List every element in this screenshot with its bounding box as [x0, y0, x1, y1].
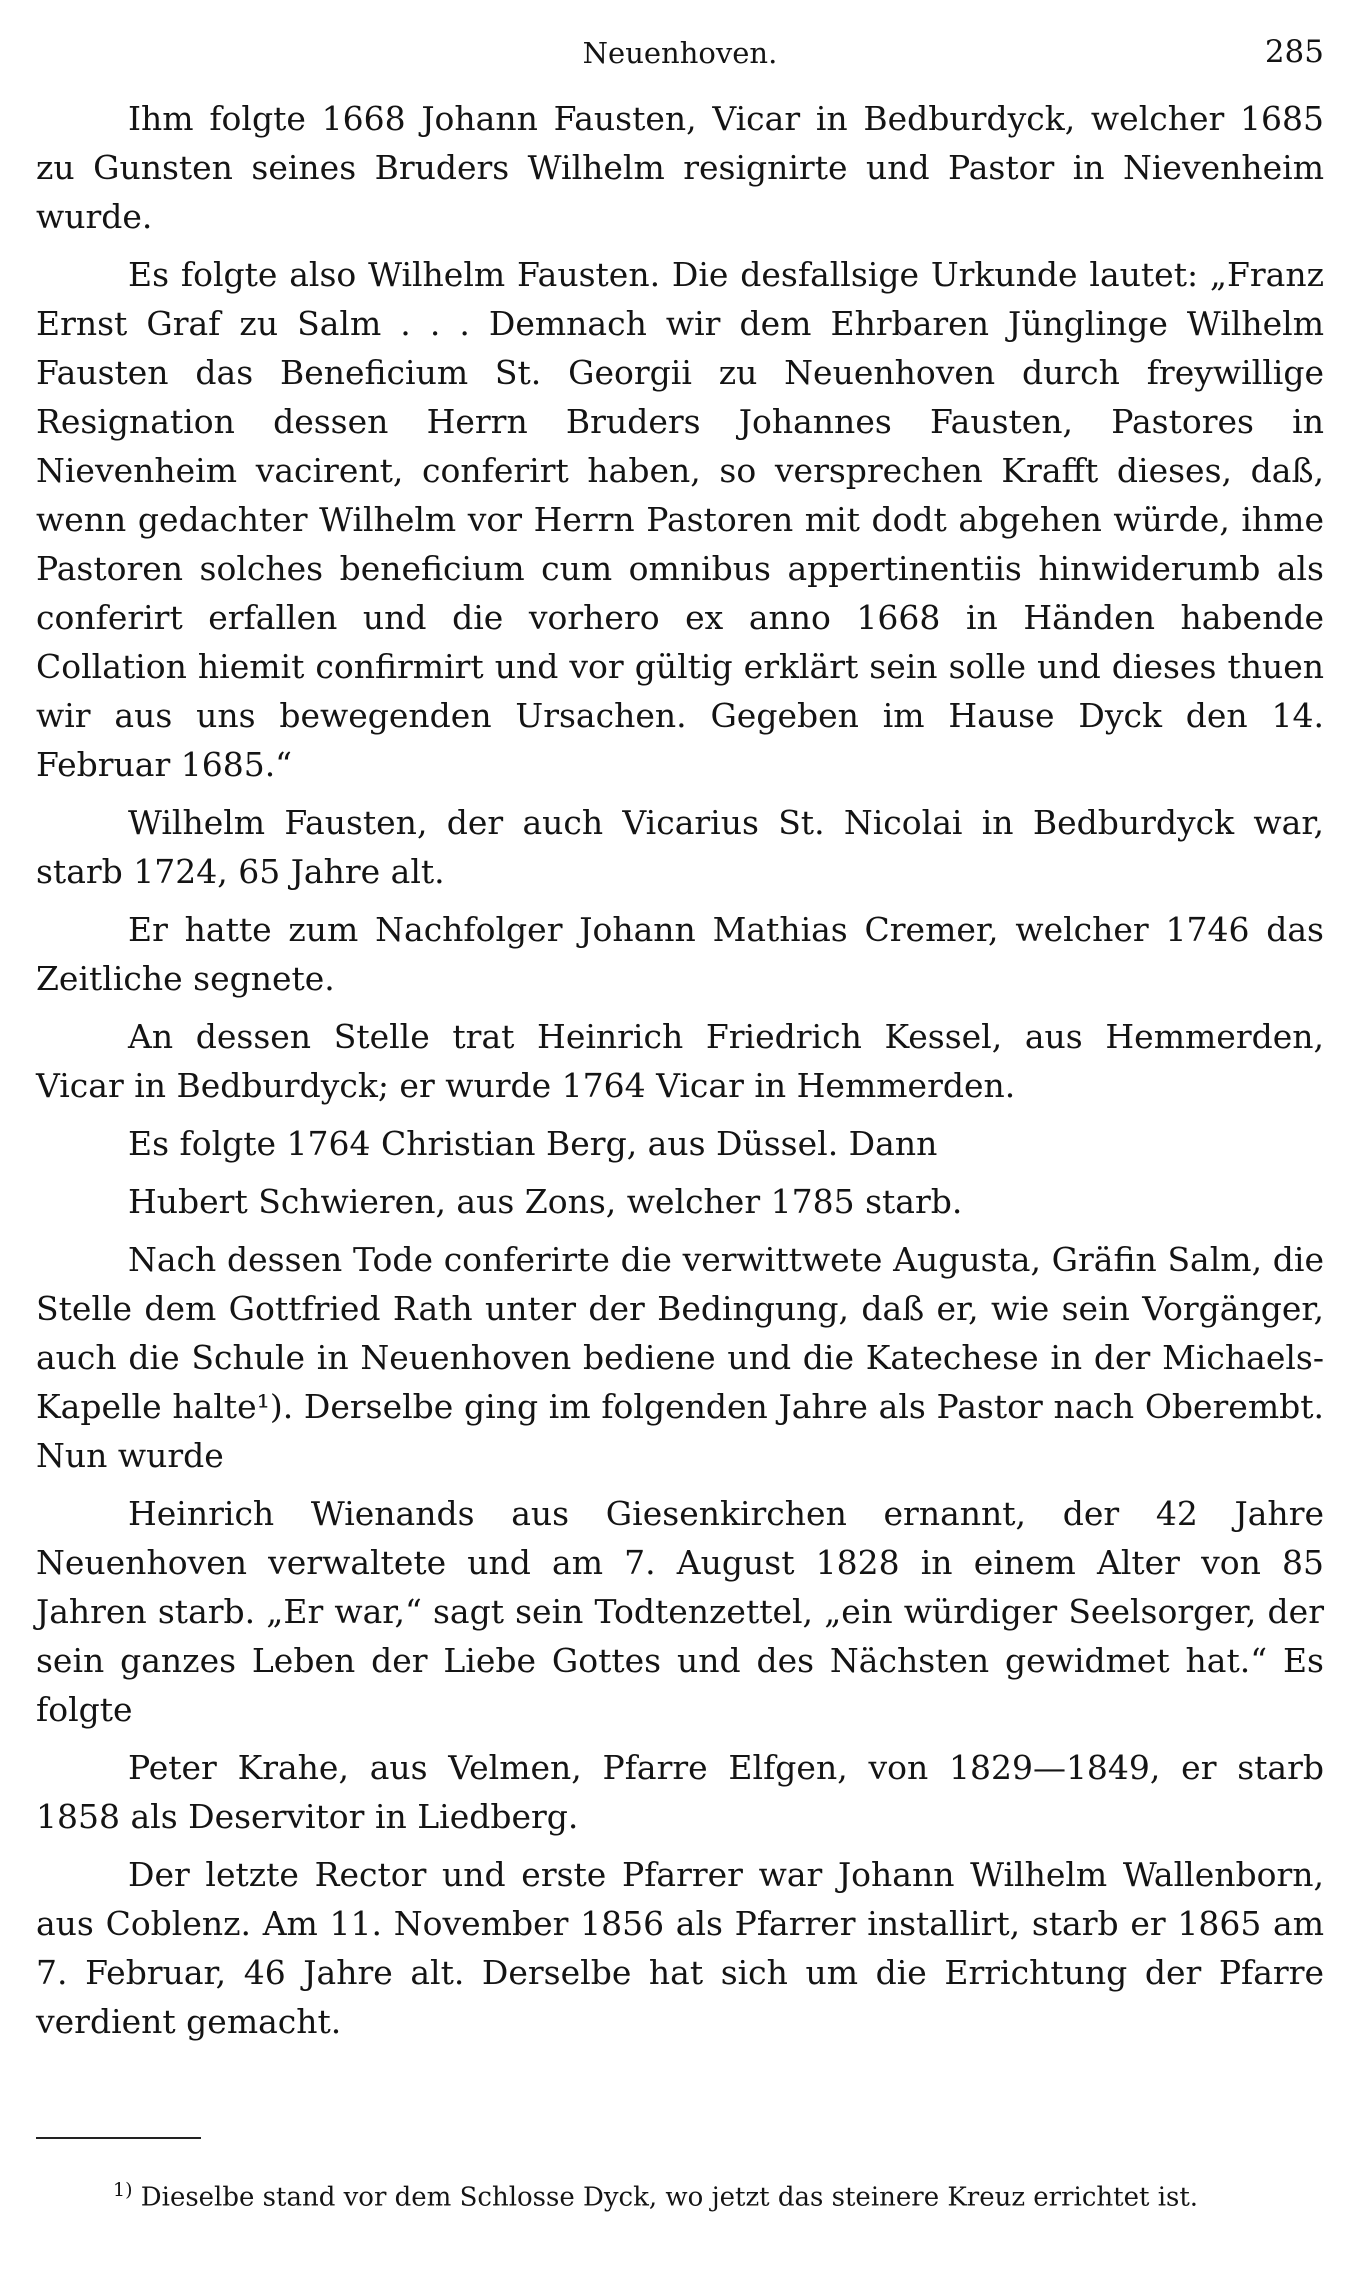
paragraph: Peter Krahe, aus Velmen, Pfarre Elfgen, von 1829—1849, er starb 1858 als Deservitor in Liedberg.: [36, 1748, 1324, 1836]
paragraph: Er hatte zum Nachfolger Johann Mathias Cremer, welcher 1746 das Zeitliche segnete.: [36, 910, 1324, 998]
paragraph: An dessen Stelle trat Heinrich Friedrich Kessel, aus Hemmerden, Vicar in Bedburdyck; er wurde 1764 Vicar in Hemmerden.: [36, 1017, 1324, 1105]
footnote: [113, 2172, 1323, 2216]
paragraph: Es folgte 1764 Christian Berg, aus Düssel. Dann: [128, 1124, 938, 1163]
footnote-marker: 1): [113, 2179, 133, 2201]
footnote-text: Dieselbe stand vor dem Schlosse Dyck, wo jetzt das steinere Kreuz errichtet ist.: [140, 2182, 1199, 2213]
body-text: [36, 94, 1324, 2055]
page-header: [36, 30, 1324, 80]
footnote-divider: [36, 2137, 201, 2139]
paragraph: Wilhelm Fausten, der auch Vicarius St. Nicolai in Bedburdyck war, starb 1724, 65 Jahre alt.: [36, 803, 1324, 891]
paragraph: Nach dessen Tode conferirte die verwittwete Augusta, Gräfin Salm, die Stelle dem Gottfried Rath unter der Bedingung, daß er, wie sein Vorgänger, auch die Schule in Neuenhoven bediene und die Katechese in der Michaels-Kapelle halte¹). Derselbe ging im folgenden Jahre als Pastor nach Oberembt. Nun wurde: [36, 1240, 1324, 1475]
paragraph: Heinrich Wienands aus Giesenkirchen ernannt, der 42 Jahre Neuenhoven verwaltete und am 7. August 1828 in einem Alter von 85 Jahren starb. „Er war,“ sagt sein Todtenzettel, „ein würdiger Seelsorger, der sein ganzes Leben der Liebe Gottes und des Nächsten gewidmet hat.“ Es folgte: [36, 1494, 1324, 1729]
paragraph: Ihm folgte 1668 Johann Fausten, Vicar in Bedburdyck, welcher 1685 zu Gunsten seines Bruders Wilhelm resignirte und Pastor in Nievenheim wurde.: [36, 99, 1324, 236]
paragraph: Hubert Schwieren, aus Zons, welcher 1785 starb.: [128, 1182, 963, 1221]
running-title: Neuenhoven.: [582, 36, 778, 70]
paragraph: Es folgte also Wilhelm Fausten. Die desfallsige Urkunde lautet: „Franz Ernst Graf zu Salm . . . Demnach wir dem Ehrbaren Jünglinge Wilhelm Fausten das Beneficium St. Georgii zu Neuenhoven durch freywillige Resignation dessen Herrn Bruders Johannes Fausten, Pastores in Nievenheim vacirent, conferirt haben, so versprechen Krafft dieses, daß, wenn gedachter Wilhelm vor Herrn Pastoren mit dodt abgehen würde, ihme Pastoren solches beneficium cum omnibus appertinentiis hinwiderumb als conferirt erfallen und die vorhero ex anno 1668 in Händen habende Collation hiemit confirmirt und vor gültig erklärt sein solle und dieses thuen wir aus uns bewegenden Ursachen. Gegeben im Hause Dyck den 14. Februar 1685.“: [36, 255, 1324, 784]
page-number: 285: [1264, 34, 1324, 70]
paragraph: Der letzte Rector und erste Pfarrer war Johann Wilhelm Wallenborn, aus Coblenz. Am 11. November 1856 als Pfarrer installirt, starb er 1865 am 7. Februar, 46 Jahre alt. Derselbe hat sich um die Errichtung der Pfarre verdient gemacht.: [36, 1855, 1324, 2041]
